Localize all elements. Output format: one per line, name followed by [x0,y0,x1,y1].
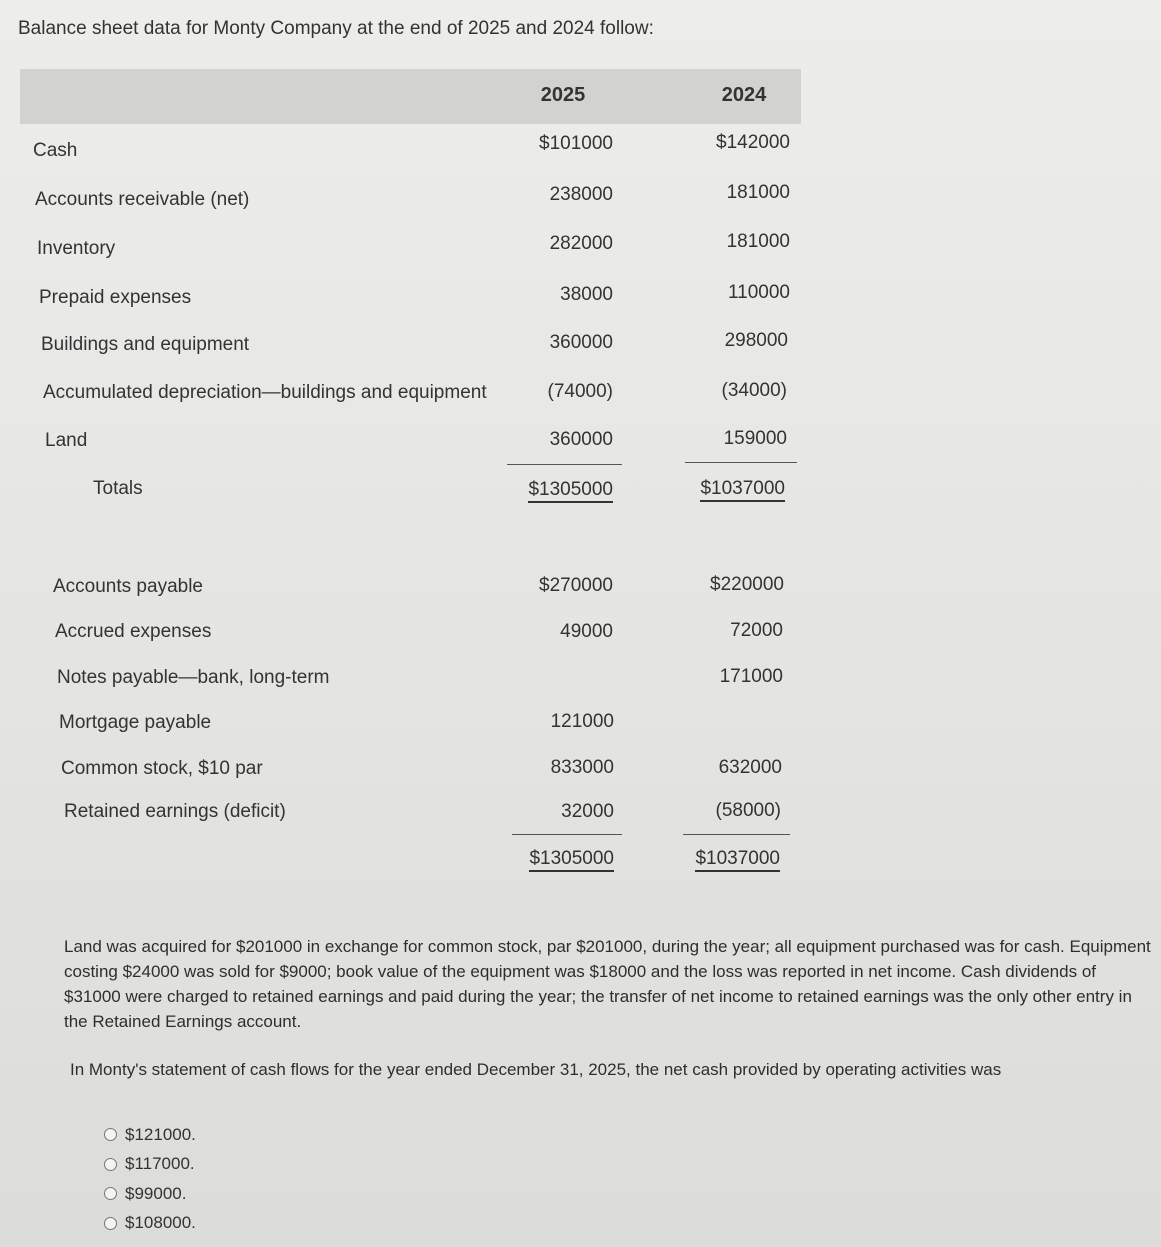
answer-option-label: $99000. [125,1183,187,1203]
radio-icon[interactable] [104,1217,117,1230]
radio-icon[interactable] [104,1128,117,1141]
asset-cash-2025: $101000 [539,133,613,154]
problem-paragraph: Land was acquired for $201000 in exchange for common stock, par $201000, during the year; all equipment purchased was for cash. Equipment costing $24000 was sold for $9000; book value of the equipment was $18000 and the loss was reported in net income. Cash dividends of $31000 were charged to retained earnings and paid during the year; the transfer of net income to retained earnings was the only other entry in the Retained Earnings account. [64,937,1151,1031]
asset-totals-2025: $1305000 [528,479,613,503]
asset-inventory-2024: 181000 [726,231,790,252]
liability-totals-2025: $1305000 [529,848,614,872]
asset-prepaid-2025: 38000 [560,284,613,305]
asset-accum-depreciation-2024: (34000) [721,380,787,401]
equity-label-common-stock: Common stock, $10 par [61,758,263,779]
liability-notes-payable-2024: 171000 [719,666,783,687]
liability-label-notes-payable: Notes payable—bank, long-term [57,667,330,688]
liability-label-accounts-payable: Accounts payable [53,576,203,597]
radio-icon[interactable] [104,1158,117,1171]
asset-buildings-2024: 298000 [724,330,788,351]
answer-option-2[interactable] [104,1150,196,1180]
liability-label-mortgage-payable: Mortgage payable [59,712,212,733]
asset-buildings-2025: 360000 [549,332,613,353]
answer-option-3[interactable] [104,1179,196,1209]
subtotal-rule-2025 [507,464,622,465]
asset-label-cash: Cash [33,140,78,161]
liabilities-subtotal-rule-2024 [683,834,790,835]
equity-common-stock-2024: 632000 [718,757,782,778]
asset-label-prepaid: Prepaid expenses [39,287,192,308]
asset-inventory-2025: 282000 [549,233,613,254]
asset-label-inventory: Inventory [37,238,116,259]
column-header-2024: 2024 [721,84,767,106]
equity-retained-earnings-2025: 32000 [561,801,614,822]
liability-label-accrued-expenses: Accrued expenses [55,621,212,642]
asset-label-receivables: Accounts receivable (net) [35,189,250,210]
answer-option-label: $117000. [125,1154,195,1174]
liability-accounts-payable-2024: $220000 [710,574,784,595]
column-header-2025: 2025 [540,84,586,106]
equity-retained-earnings-2024: (58000) [715,800,781,821]
asset-land-2024: 159000 [723,428,787,449]
answer-options [104,1120,196,1238]
liability-totals-2025-cell [474,848,614,870]
asset-totals-2024-cell [645,478,785,500]
answer-option-4[interactable] [104,1209,196,1239]
equity-label-retained-earnings: Retained earnings (deficit) [64,801,286,822]
equity-common-stock-2025: 833000 [550,757,614,778]
asset-totals-2024: $1037000 [700,478,785,502]
radio-icon[interactable] [104,1187,117,1200]
asset-accum-depreciation-2025: (74000) [547,381,613,402]
asset-receivables-2024: 181000 [726,182,790,203]
intro-text: Balance sheet data for Monty Company at the end of 2025 and 2024 follow: [18,18,654,39]
asset-cash-2024: $142000 [716,132,790,153]
liability-accrued-expenses-2024: 72000 [730,620,783,641]
liability-accounts-payable-2025: $270000 [539,575,613,596]
asset-land-2025: 360000 [549,429,613,450]
liability-mortgage-payable-2025: 121000 [550,711,614,732]
liabilities-subtotal-rule-2025 [512,834,622,835]
asset-totals-label: Totals [93,478,143,499]
asset-receivables-2025: 238000 [549,184,613,205]
answer-option-label: $108000. [125,1213,196,1233]
asset-label-buildings: Buildings and equipment [41,334,250,355]
liability-totals-2024-cell [640,848,780,870]
answer-option-1[interactable] [104,1120,196,1150]
question-text: In Monty's statement of cash flows for the year ended December 31, 2025, the net cash provided by operating activities was [70,1060,1002,1079]
asset-totals-2025-cell [473,479,613,501]
asset-label-accum-depreciation: Accumulated depreciation—buildings and equipment [43,382,487,403]
asset-prepaid-2024: 110000 [728,282,790,303]
answer-option-label: $121000. [125,1124,196,1144]
subtotal-rule-2024 [685,462,797,463]
liability-accrued-expenses-2025: 49000 [560,621,613,642]
liability-totals-2024: $1037000 [695,848,780,872]
asset-label-land: Land [45,430,88,451]
